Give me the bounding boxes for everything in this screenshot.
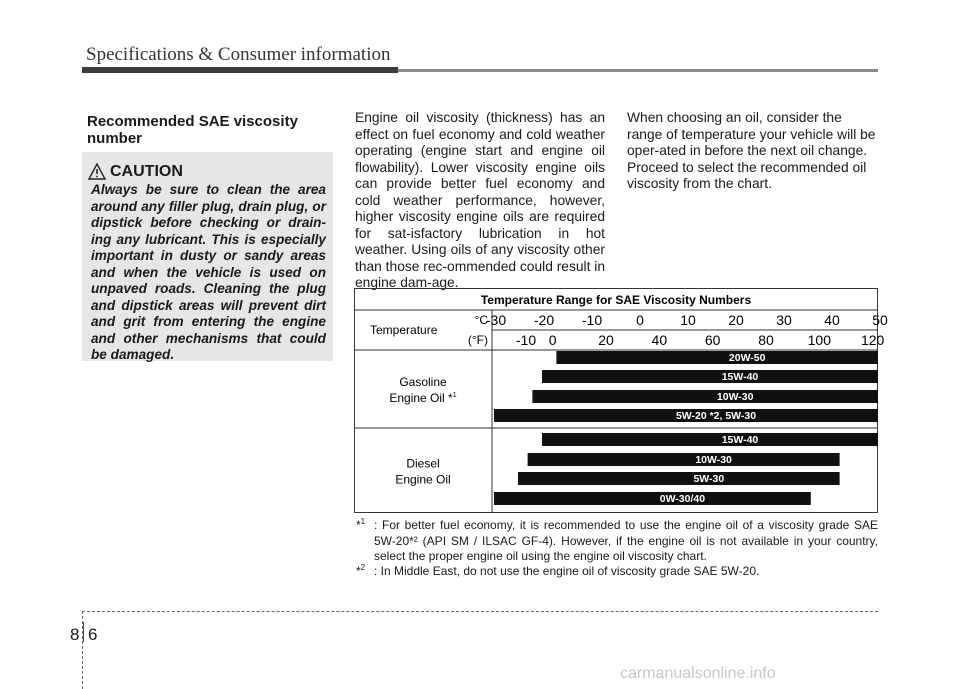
footnote-2-marker: *$^2$: [356, 563, 366, 578]
section-heading: Recommended SAE viscosity number: [87, 113, 298, 147]
viscosity-bar-label: 15W-40: [721, 371, 759, 383]
caution-title: CAUTION: [110, 163, 183, 180]
fahrenheit-unit: (°F): [467, 333, 488, 347]
celsius-tick-label: 20: [728, 312, 744, 328]
watermark-text: carmanualsonline.info: [620, 665, 776, 682]
viscosity-bar: [518, 472, 840, 485]
viscosity-bar-label: 15W-40: [721, 434, 759, 446]
celsius-tick-label: 30: [776, 312, 792, 328]
celsius-tick-label: 40: [824, 312, 840, 328]
viscosity-bar: [556, 351, 878, 364]
footnote-1-marker: *$^1$: [356, 517, 366, 532]
warning-triangle-icon: [88, 163, 106, 180]
header-rule-light: [398, 69, 878, 72]
viscosity-bar-label: 10W-30: [716, 391, 754, 403]
paragraph-choosing-oil: When choosing an oil, consider the range of temperature your vehicle will be oper-ated in before the next oil change. Proceed to select the recommended oil viscosity from the chart.: [627, 110, 876, 191]
celsius-unit: °C: [474, 313, 488, 327]
footnote-superscript: 1: [452, 392, 457, 399]
page-number-page: 6: [88, 625, 98, 644]
viscosity-chart: [354, 288, 888, 513]
temperature-label: Temperature: [370, 323, 438, 337]
viscosity-bar: [528, 453, 840, 466]
viscosity-bar-label: 0W-30/40: [659, 493, 706, 505]
fahrenheit-tick-label: 60: [704, 332, 721, 348]
footnote-1-text: : For better fuel economy, it is recommended to use the engine oil of a viscosity grade SAE 5W-20*² (API SM / ILSAC GF-4). However, if the engine oil is not available in your country, select the proper engine oil using the engine oil viscosity chart.: [374, 518, 878, 563]
celsius-tick-label: -10: [581, 312, 603, 328]
celsius-tick-label: -30: [485, 312, 507, 328]
header-title: Specifications & Consumer information: [86, 44, 391, 65]
viscosity-bar: [542, 433, 878, 446]
engine-oil-type-sublabel: Engine Oil *$^1$: [389, 391, 457, 405]
fahrenheit-tick-label: -10: [515, 332, 537, 348]
viscosity-bar-label: 10W-30: [695, 454, 732, 466]
fahrenheit-tick-label: 0: [548, 332, 557, 348]
viscosity-bar-label: 20W-50: [728, 352, 766, 364]
fahrenheit-tick-label: 100: [807, 332, 832, 348]
page-number-chapter: 8: [70, 625, 80, 644]
engine-oil-type-sublabel: Engine Oil: [395, 472, 451, 487]
fahrenheit-tick-label: 120: [860, 332, 885, 348]
celsius-tick-label: -20: [533, 312, 555, 328]
footnote-2-text: : In Middle East, do not use the engine oil of viscosity grade SAE 5W-20.: [374, 564, 760, 578]
viscosity-bar: [532, 390, 878, 403]
engine-oil-type-label: Gasoline: [399, 375, 447, 389]
header-rule-dark: [82, 67, 398, 73]
footer-rule: [82, 611, 878, 612]
fahrenheit-tick-label: 20: [598, 332, 614, 348]
chart-title: Temperature Range for SAE Viscosity Numbers: [480, 293, 752, 307]
caution-body: Always be sure to clean the area around any filler plug, drain plug, or dipstick before checking or drain-ing any lubricant. This is especially important in dusty or sandy areas and when the vehicle is used on unpaved roads. Cleaning the plug and dipstick areas will prevent dirt and grit from entering the engine and other mechanisms that could be damaged.: [91, 182, 326, 362]
fahrenheit-tick-label: 40: [651, 332, 668, 348]
paragraph-viscosity-effect: Engine oil viscosity (thickness) has an effect on fuel economy and cold weather operating (engine start and engine oil flowability). Lower viscosity engine oils can provide better fuel economy and cold weather performance, however, higher viscosity engine oils are required for sat-isfactory lubrication in hot weather. Using oils of any viscosity other than those rec-ommended could result in engine dam-age.: [355, 110, 606, 290]
engine-oil-type-label: Diesel: [406, 456, 440, 471]
viscosity-bar-label: 5W-20 *2, 5W-30: [675, 410, 757, 422]
celsius-tick-label: 0: [636, 312, 644, 328]
celsius-tick-label: 50: [872, 312, 888, 328]
viscosity-bar: [494, 492, 811, 505]
celsius-tick-label: 10: [680, 312, 696, 328]
fahrenheit-tick-label: 80: [758, 332, 774, 348]
viscosity-bar: [542, 370, 878, 383]
viscosity-bar-label: 5W-30: [693, 473, 725, 485]
page-number-separator: [83, 622, 84, 642]
